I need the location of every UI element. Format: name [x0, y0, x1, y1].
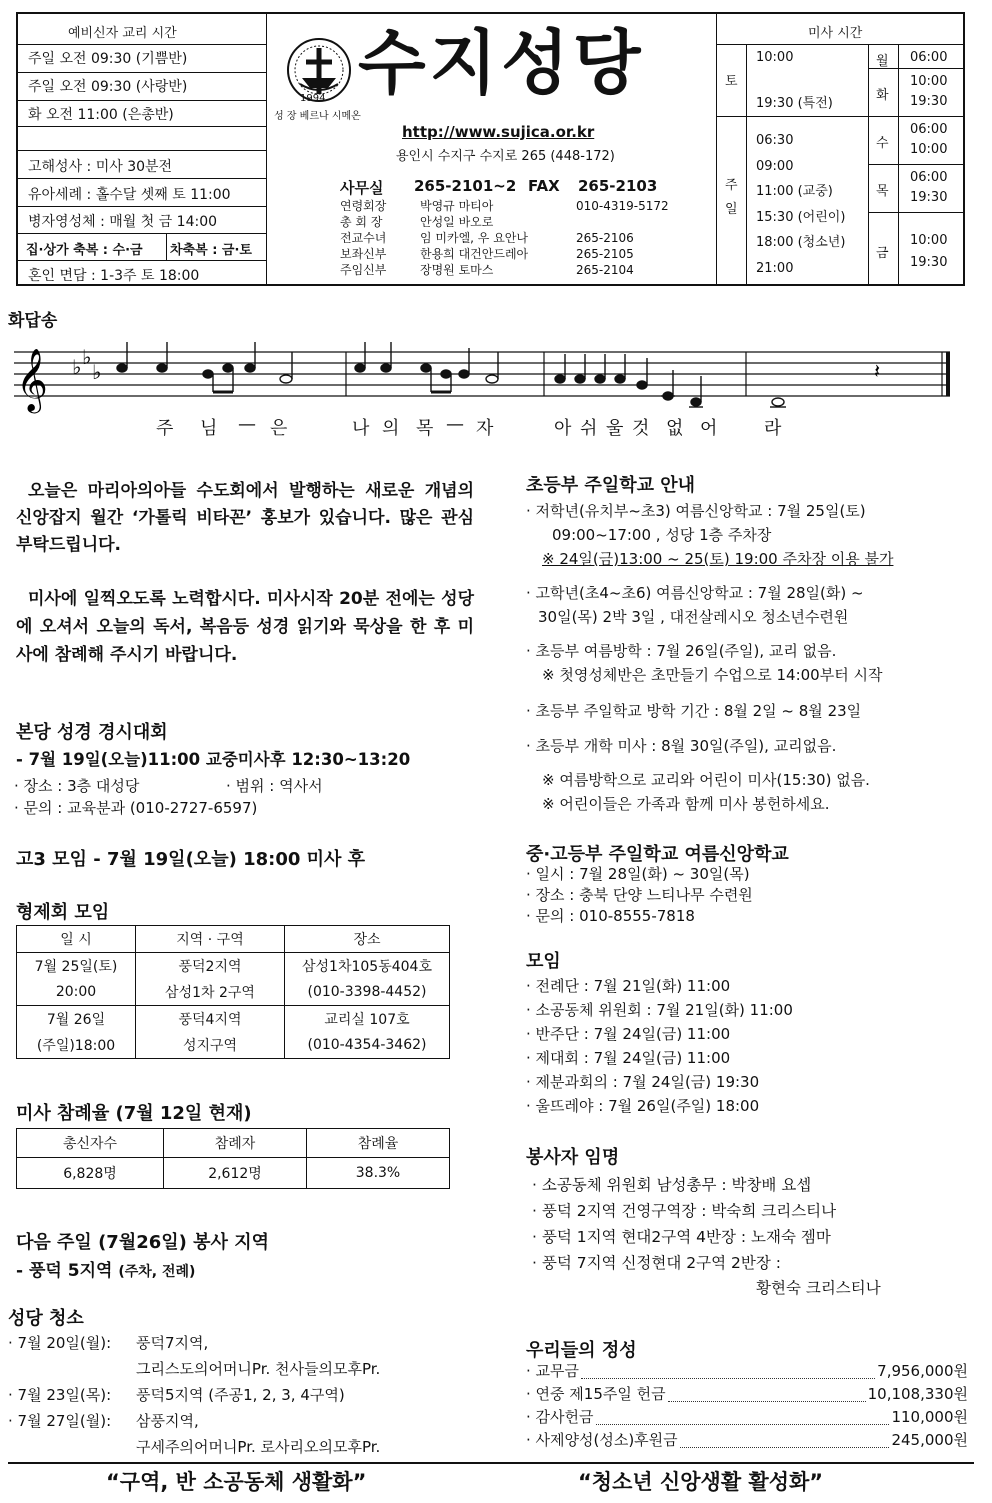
office-label: 사무실 [340, 179, 384, 197]
weekday-time: 06:00 [910, 50, 948, 65]
meetings-title: 모임 [526, 951, 561, 972]
weekday-label: 금 [876, 246, 889, 261]
psalm-lyrics: 주 님 — 은 나 의 목 — 자 아 쉬 울 것 없 어 라 [156, 414, 782, 439]
sunday-label: 주일 [725, 178, 738, 217]
cleaning-title: 성당 청소 [8, 1308, 84, 1329]
cleaning-date: · 7월 20일(월): [8, 1334, 112, 1352]
footer-motto-right: “청소년 신앙생활 활성화” [578, 1470, 824, 1494]
weekday-label: 화 [876, 88, 889, 103]
cleaning-area: 구세주의어머니Pr. 로사리오의모후Pr. [136, 1438, 381, 1456]
sacrament-row: 고해성사 : 미사 30분전 [28, 159, 173, 175]
meetings-list: · 전례단 : 7월 21일(화) 11:00 · 소공동체 위원회 : 7월 21일(화) 11:00 · 반주단 : 7월 24일(금) 11:00 · 제대회 : 7월 24일(금) 11:00 · 제분과회의 : 7월 24일(금) 19:30 · 울뜨레야 : 7월 26일(주일) 18:00 [526, 977, 793, 1115]
sun-mass-times: 06:30 09:00 11:00 (교중) 15:30 (어린이) 18:00 (청소년) 21:00 [756, 133, 846, 276]
grade3-meeting: 고3 모임 - 7월 19일(오늘) 18:00 미사 후 [16, 849, 366, 870]
weekday-times: 06:00 19:30 [910, 170, 948, 205]
mass-title: 미사 시간 [808, 26, 863, 41]
appointments-list: · 소공동체 위원회 남성총무 : 박창배 요셉 · 풍덕 2지역 건영구역장 : 박숙희 크리스티나 · 풍덕 1지역 현대2구역 4반장 : 노재숙 젬마 · 풍덕 7지역 신정현대 2구역 2반장 : [532, 1176, 837, 1272]
appointments-title: 봉사자 임명 [526, 1147, 620, 1168]
logo-year: 1994 [300, 93, 326, 104]
staff-names: 박영규 마티아 안성일 바오로 임 미카엘, 우 요안나 한용희 대건안드레아 장명원 토마스 [420, 199, 529, 277]
cleaning-area: 삼풍지역, [136, 1412, 199, 1430]
catechism-row: 주일 오전 09:30 (기쁨반) [28, 51, 188, 67]
sacrament-row: 병자영성체 : 매월 첫 금 14:00 [28, 214, 218, 230]
svg-text:𝄽: 𝄽 [874, 359, 881, 383]
footer-divider [8, 1462, 974, 1464]
svg-text:♭: ♭ [92, 360, 102, 384]
early-arrival-notice: 미사에 일찍오도록 노력합시다. 미사시작 20분 전에는 성당에 오셔서 오늘의 독서, 복음등 성경 읽기와 묵상을 한 후 미사에 참례해 주시기 바랍니다. [16, 589, 474, 665]
offering-row: · 사제양성(성소)후원금 245,000원 [526, 1431, 968, 1449]
sunday-school-title: 초등부 주일학교 안내 [526, 475, 696, 496]
sat-mass-time: 19:30 (특전) [756, 96, 833, 111]
staff-phones: 010-4319-5172 265-2106 265-2105 265-2104 [576, 199, 669, 277]
svg-text:♭: ♭ [82, 345, 92, 369]
sunday-school-item: · 초등부 개학 미사 : 8월 30일(주일), 교리없음. [526, 737, 837, 755]
sunday-school-note: ※ 여름방학으로 교리와 어린이 미사(15:30) 없음. [542, 771, 870, 789]
logo-caption: 성 장 베르나 시메온 [274, 111, 361, 122]
sunday-school-note: ※ 어린이들은 가족과 함께 미사 봉헌하세요. [542, 795, 830, 813]
sunday-school-note: ※ 24일(금)13:00 ~ 25(토) 19:00 주차장 이용 불가 [542, 550, 894, 568]
cleaning-date: · 7월 27일(월): [8, 1412, 112, 1430]
youth-school-title: 중·고등부 주일학교 여름신앙학교 [526, 844, 789, 865]
weekday-times: 10:00 19:30 [910, 74, 948, 109]
fax-label: FAX [528, 177, 560, 195]
saturday-label: 토 [725, 74, 738, 89]
church-address: 용인시 수지구 수지로 265 (448-172) [396, 149, 615, 164]
offering-row: · 감사헌금 110,000원 [526, 1408, 968, 1426]
weekday-times: 06:00 10:00 [910, 122, 948, 157]
svg-text:𝄞: 𝄞 [16, 348, 48, 411]
sunday-school-note: ※ 첫영성체반은 초만들기 수업으로 14:00부터 시작 [542, 666, 883, 684]
fax-number: 265-2103 [578, 177, 658, 195]
house-blessing: 집·상가 축복 : 수·금 [26, 243, 143, 258]
offerings-list [526, 1360, 968, 1452]
sunday-school-item: 30일(목) 2박 3일 , 대전살레시오 청소년수련원 [538, 608, 849, 626]
sunday-school-item: · 고학년(초4~초6) 여름신앙학교 : 7월 28일(화) ~ [526, 584, 864, 602]
weekday-times: 10:00 19:30 [910, 233, 948, 270]
bible-contest-date: - 7월 19일(오늘)11:00 교중미사후 12:30~13:20 [16, 750, 411, 769]
cleaning-area: 그리스도의어머니Pr. 천사들의모후Pr. [136, 1360, 381, 1378]
bible-contest-title: 본당 성경 경시대회 [16, 722, 168, 743]
weekday-label: 목 [876, 184, 889, 199]
weekday-label: 월 [876, 54, 889, 69]
offering-row: · 교무금 7,956,000원 [526, 1362, 968, 1380]
bible-contest-place: · 장소 : 3층 대성당 [14, 777, 140, 795]
footer-motto-left: “구역, 반 소공동체 생활화” [106, 1470, 367, 1494]
staff-roles: 연령회장 총 회 장 전교수녀 보좌신부 주임신부 [340, 199, 387, 277]
church-name: 수지성당 [358, 22, 645, 104]
offerings-title: 우리들의 정성 [526, 1340, 637, 1361]
sunday-school-item: · 초등부 여름방학 : 7월 26일(주일), 교리 없음. [526, 642, 837, 660]
catechism-row: 화 오전 11:00 (은총반) [28, 107, 174, 123]
sat-mass-time: 10:00 [756, 50, 794, 65]
psalm-staff [14, 334, 954, 424]
brothers-table: 일 시 지역 · 구역 장소 7월 25일(토) 풍덕2지역 삼성1차105동404호 20:00 삼성1차 2구역 (010-3398-4452) 7월 26일 풍덕4지역 교리실 107호 (주일)18:00 성지구역 (010-4354-3462) [16, 925, 450, 1059]
appointment-name: 황현숙 크리스티나 [756, 1279, 881, 1297]
next-week-area: - 풍덕 5지역 (주차, 전례) [16, 1261, 196, 1281]
catechism-row: 주일 오전 09:30 (사랑반) [28, 79, 188, 95]
marriage-consult: 혼인 면담 : 1-3주 토 18:00 [28, 268, 200, 284]
cleaning-area: 풍덕7지역, [136, 1334, 209, 1352]
sunday-school-item: · 초등부 주일학교 방학 기간 : 8월 2일 ~ 8월 23일 [526, 702, 862, 720]
attendance-table: 총신자수 참례자 참례율 6,828명 2,612명 38.3% [16, 1128, 450, 1189]
sacrament-row: 유아세례 : 홀수달 셋째 토 11:00 [28, 187, 231, 203]
car-blessing: 차축복 : 금·토 [170, 243, 252, 258]
website-link[interactable]: http://www.sujica.or.kr [402, 123, 595, 141]
weekday-label: 수 [876, 136, 889, 151]
office-phone: 265-2101~2 [414, 177, 517, 195]
sunday-school-item: 09:00~17:00 , 성당 1층 주차장 [552, 526, 772, 544]
offering-row: · 연중 제15주일 헌금 10,108,330원 [526, 1385, 968, 1403]
attendance-title: 미사 참례율 (7월 12일 현재) [16, 1103, 252, 1124]
catechism-title: 예비신자 교리 시간 [68, 26, 177, 41]
youth-school-details: · 일시 : 7월 28일(화) ~ 30일(목) · 장소 : 충북 단양 느티나무 수련원 · 문의 : 010-8555-7818 [526, 865, 753, 925]
magazine-notice: 오늘은 마리아의아들 수도회에서 발행하는 새로운 개념의 신앙잡지 월간 ‘가톨릭 비타꼰’ 홍보가 있습니다. 많은 관심 부탁드립니다. [16, 481, 474, 555]
next-week-title: 다음 주일 (7월26일) 봉사 지역 [16, 1232, 269, 1253]
bible-contest-contact: · 문의 : 교육분과 (010-2727-6597) [14, 799, 258, 817]
cleaning-date: · 7월 23일(목): [8, 1386, 112, 1404]
sunday-school-item: · 저학년(유치부~초3) 여름신앙학교 : 7월 25일(토) [526, 502, 866, 520]
bulletin-header [16, 12, 965, 286]
psalm-title: 화답송 [8, 311, 58, 331]
cleaning-area: 풍덕5지역 (주공1, 2, 3, 4구역) [136, 1386, 345, 1404]
brothers-title: 형제회 모임 [16, 902, 110, 923]
svg-text:♭: ♭ [72, 355, 82, 379]
bible-contest-range: · 범위 : 역사서 [226, 777, 323, 795]
